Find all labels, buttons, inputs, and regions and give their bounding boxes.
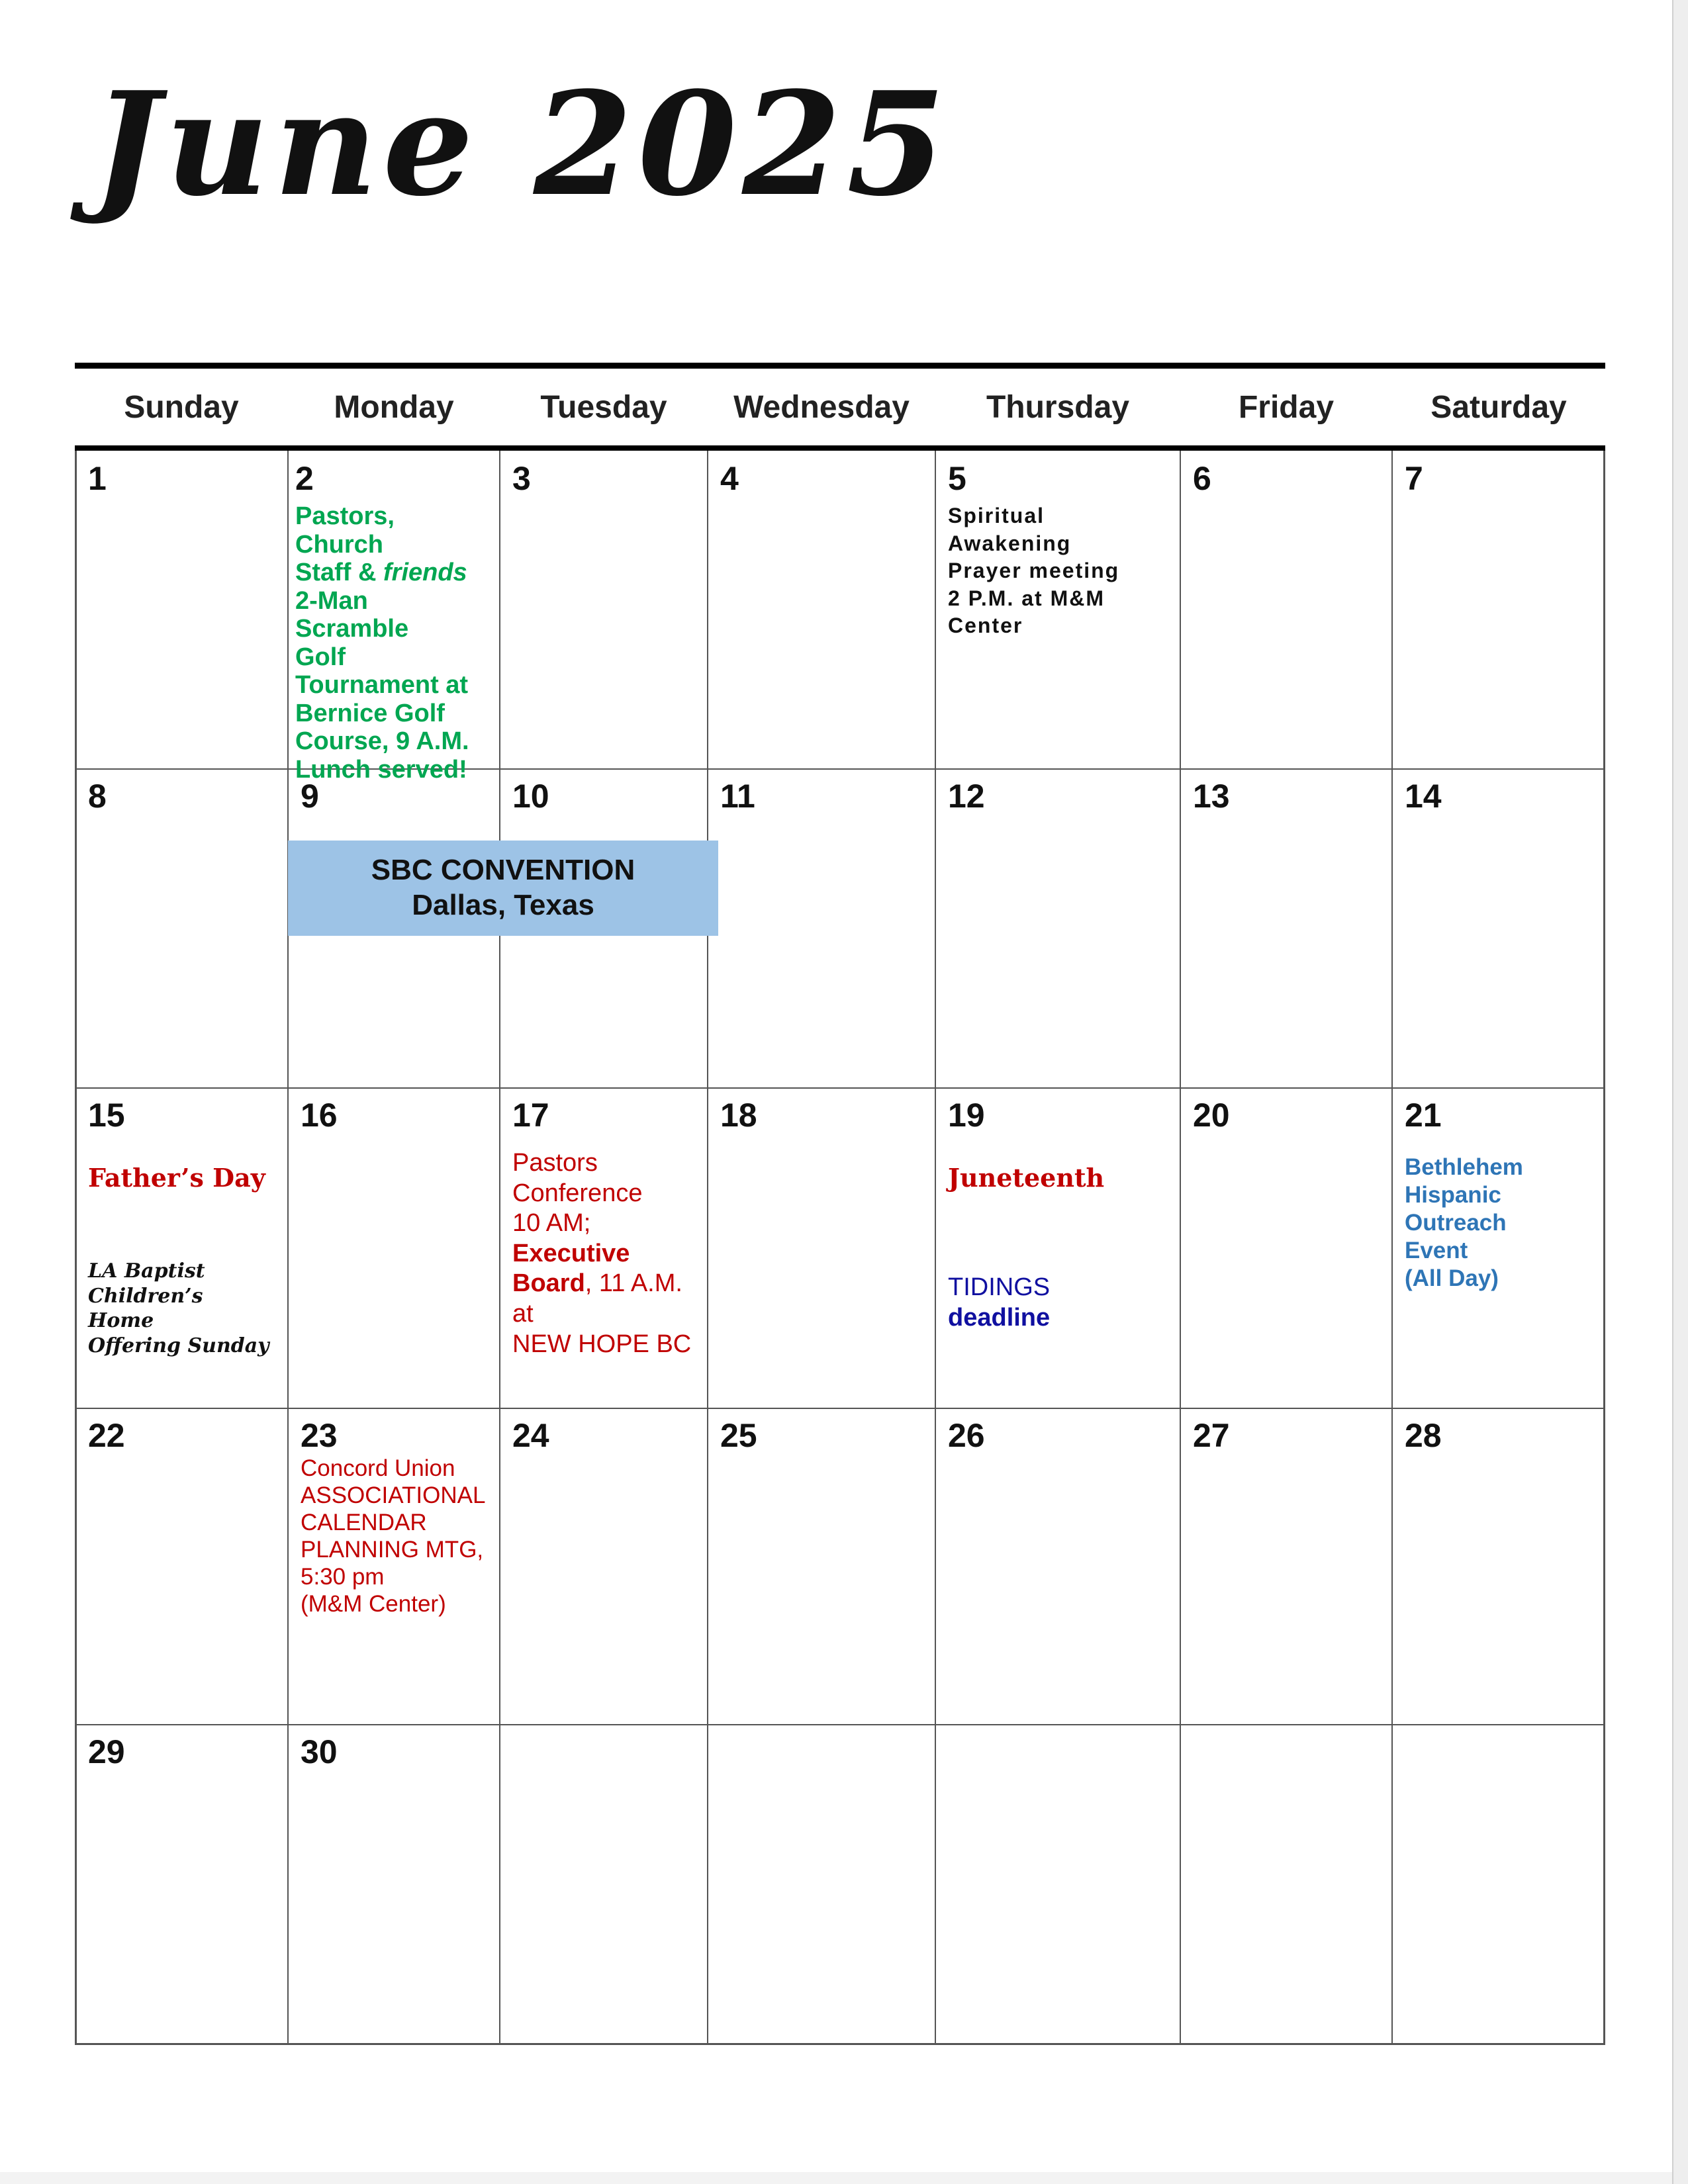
day-cell-15[interactable] <box>75 1087 287 1408</box>
day-number: 14 <box>1405 778 1442 815</box>
event-childrens-home-offering[interactable] <box>88 1259 274 1358</box>
calendar-top-rule <box>75 363 1605 369</box>
day-cell-5[interactable] <box>935 451 1180 768</box>
event-text: Conference <box>512 1179 643 1207</box>
day-number: 24 <box>512 1417 549 1454</box>
day-cell-28[interactable] <box>1391 1408 1605 1724</box>
weekday-saturday: Saturday <box>1430 389 1567 425</box>
day-cell-30[interactable] <box>287 1724 499 2043</box>
empty-day-cell <box>935 1724 1180 2043</box>
day-number: 27 <box>1193 1417 1230 1454</box>
header-rule <box>75 445 1605 451</box>
event-sbc-convention-banner[interactable] <box>288 841 718 936</box>
day-number: 18 <box>720 1097 757 1134</box>
day-cell-14[interactable] <box>1391 768 1605 1087</box>
day-cell-13[interactable] <box>1180 768 1391 1087</box>
day-number: 28 <box>1405 1417 1442 1454</box>
day-cell-21[interactable] <box>1391 1087 1605 1408</box>
day-number: 16 <box>301 1097 338 1134</box>
day-cell-26[interactable] <box>935 1408 1180 1724</box>
empty-day-cell <box>1391 1724 1605 2043</box>
empty-day-cell <box>1180 1724 1391 2043</box>
day-number: 23 <box>301 1417 338 1454</box>
event-text: Pastors <box>512 1149 598 1177</box>
event-tidings-deadline[interactable] <box>948 1272 1166 1334</box>
event-text: Course, 9 A.M. <box>295 727 469 756</box>
day-cell-23[interactable] <box>287 1408 499 1724</box>
day-cell-18[interactable] <box>707 1087 935 1408</box>
day-cell-19[interactable] <box>935 1087 1180 1408</box>
event-text: ASSOCIATIONAL <box>301 1482 486 1508</box>
event-text: Bethlehem <box>1405 1154 1523 1180</box>
day-cell-12[interactable] <box>935 768 1180 1087</box>
day-number: 3 <box>512 460 531 497</box>
day-number: 5 <box>948 460 966 497</box>
event-text: Center <box>948 614 1023 638</box>
event-text: Outreach <box>1405 1210 1507 1236</box>
day-cell-22[interactable] <box>75 1408 287 1724</box>
day-number: 1 <box>88 460 107 497</box>
event-text-bold: Executive <box>512 1239 630 1267</box>
event-text-italic: friends <box>383 559 467 587</box>
day-number: 17 <box>512 1097 549 1134</box>
weekday-header <box>75 369 1605 445</box>
day-cell-11[interactable] <box>707 768 935 1087</box>
weekday-wednesday: Wednesday <box>733 389 910 425</box>
event-text: PLANNING MTG, <box>301 1536 484 1563</box>
event-text: 10 AM; <box>512 1209 591 1238</box>
day-number: 12 <box>948 778 985 815</box>
weekday-monday: Monday <box>334 389 454 425</box>
empty-day-cell <box>499 1724 707 2043</box>
day-number: 26 <box>948 1417 985 1454</box>
event-text: CALENDAR <box>301 1509 427 1535</box>
day-number: 25 <box>720 1417 757 1454</box>
event-juneteenth[interactable]: Juneteenth <box>948 1163 1105 1193</box>
weekday-sunday: Sunday <box>124 389 239 425</box>
event-text: (M&M Center) <box>301 1590 446 1617</box>
weekday-friday: Friday <box>1238 389 1335 425</box>
day-number: 4 <box>720 460 739 497</box>
day-number: 10 <box>512 778 549 815</box>
day-number: 13 <box>1193 778 1230 815</box>
event-calendar-planning-meeting[interactable] <box>301 1455 486 1618</box>
day-cell-25[interactable] <box>707 1408 935 1724</box>
day-cell-1[interactable] <box>75 451 287 768</box>
event-text: Awakening <box>948 531 1072 555</box>
event-hispanic-outreach[interactable] <box>1405 1154 1592 1293</box>
day-cell-29[interactable] <box>75 1724 287 2043</box>
event-text: Hispanic <box>1405 1182 1501 1208</box>
day-number: 19 <box>948 1097 985 1134</box>
banner-location: Dallas, Texas <box>412 889 594 921</box>
event-text: Offering Sunday <box>88 1334 269 1357</box>
day-number: 30 <box>301 1733 338 1770</box>
event-prayer-meeting[interactable] <box>948 502 1166 640</box>
day-cell-3[interactable] <box>499 451 707 768</box>
month-title: June 2025 <box>93 60 951 228</box>
day-cell-2[interactable] <box>287 451 499 784</box>
event-text: Golf <box>295 643 346 671</box>
weekday-tuesday: Tuesday <box>540 389 667 425</box>
event-golf-tournament[interactable] <box>295 502 486 784</box>
day-number: 9 <box>301 778 319 815</box>
day-number: 6 <box>1193 460 1211 497</box>
day-cell-8[interactable] <box>75 768 287 1087</box>
day-cell-17[interactable] <box>499 1087 707 1408</box>
event-text: 5:30 pm <box>301 1563 385 1590</box>
page-right-edge <box>1672 0 1688 2184</box>
day-cell-27[interactable] <box>1180 1408 1391 1724</box>
day-number: 11 <box>720 778 755 815</box>
day-number: 20 <box>1193 1097 1230 1134</box>
event-text: Prayer meeting <box>948 559 1120 583</box>
day-cell-24[interactable] <box>499 1408 707 1724</box>
event-text: Pastors, Church <box>295 502 395 559</box>
event-text: Children’s Home <box>88 1284 203 1332</box>
weekday-thursday: Thursday <box>986 389 1130 425</box>
day-cell-4[interactable] <box>707 451 935 768</box>
day-number: 22 <box>88 1417 125 1454</box>
event-text: 2 P.M. at M&M <box>948 586 1105 610</box>
event-text: , 11 A.M. at <box>512 1269 682 1328</box>
event-text: Staff & <box>295 559 383 587</box>
day-number: 7 <box>1405 460 1423 497</box>
event-text: Concord Union <box>301 1455 455 1481</box>
event-text: TIDINGS <box>948 1273 1051 1301</box>
page-bottom-edge <box>0 2172 1672 2184</box>
event-text: LA Baptist <box>88 1259 205 1283</box>
banner-title: SBC CONVENTION <box>371 854 635 887</box>
day-cell-7[interactable] <box>1391 451 1605 768</box>
event-pastors-conference[interactable] <box>512 1148 694 1359</box>
day-number: 8 <box>88 778 107 815</box>
event-text: Tournament at <box>295 671 469 700</box>
event-fathers-day[interactable]: Father’s Day <box>88 1163 265 1193</box>
event-text: Lunch served! <box>295 755 467 784</box>
event-text: Event <box>1405 1238 1468 1263</box>
event-text: deadline <box>948 1304 1051 1332</box>
event-text: NEW HOPE BC <box>512 1330 692 1358</box>
day-cell-6[interactable] <box>1180 451 1391 768</box>
day-cell-16[interactable] <box>287 1087 499 1408</box>
day-number: 29 <box>88 1733 125 1770</box>
event-text-bold: Board <box>512 1269 585 1298</box>
event-text: Bernice Golf <box>295 699 445 727</box>
day-number: 2 <box>295 460 314 497</box>
empty-day-cell <box>707 1724 935 2043</box>
event-text: (All Day) <box>1405 1265 1499 1291</box>
day-number: 15 <box>88 1097 125 1134</box>
day-number: 21 <box>1405 1097 1442 1134</box>
event-text: Spiritual <box>948 504 1045 527</box>
day-cell-20[interactable] <box>1180 1087 1391 1408</box>
event-text: 2-Man Scramble <box>295 586 409 643</box>
